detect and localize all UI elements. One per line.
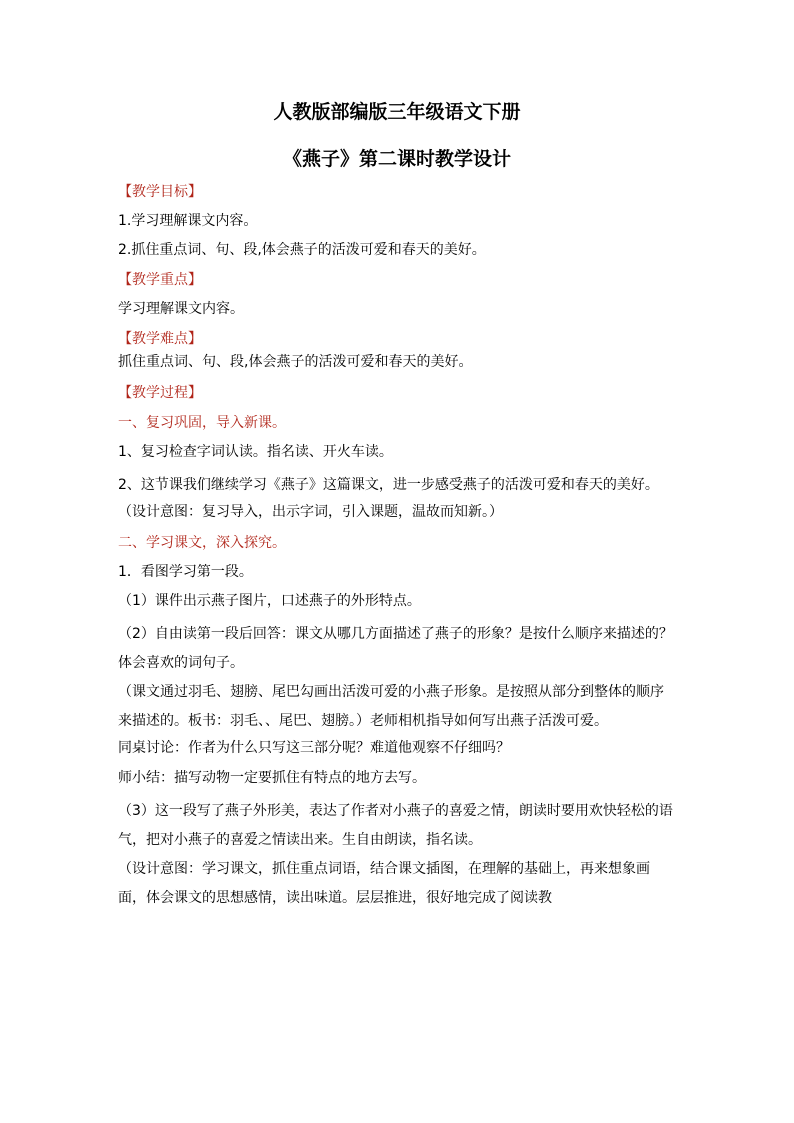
part2-discuss: 同桌讨论：作者为什么只写这三部分呢？难道他观察不仔细吗？ [118,740,510,756]
goals-heading: 【教学目标】 [118,184,202,200]
part1-intent: （设计意图：复习导入，出示字词，引入课题，温故而知新。） [118,504,503,520]
part2-summary: 师小结：描写动物一定要抓住有特点的地方去写。 [118,770,426,786]
part1-title: 一、复习巩固，导入新课。 [118,415,286,431]
part2-answer: （课文通过羽毛、翅膀、尾巴勾画出活泼可爱的小燕子形象。是按照从部分到整体的顺序来描述的。板书：羽毛、、尾巴、翅膀。）老师相机指导如何写出燕子活泼可爱。 [118,684,664,729]
part2-step1: 1．看图学习第一段。 [118,564,253,580]
goal-item-2: 2.抓住重点词、句、段,体会燕子的活泼可爱和春天的美好。 [118,242,486,258]
focus-heading: 【教学重点】 [118,272,202,288]
process-heading: 【教学过程】 [118,385,202,401]
goal-item-1: 1.学习理解课文内容。 [118,213,258,229]
lesson-title: 《燕子》第二课时教学设计 [282,148,511,170]
part2-sub3: （3）这一段写了燕子外形美，表达了作者对小燕子的喜爱之情，朗读时要用欢快轻松的语气，把对小燕子的喜爱之情读出来。生自由朗读，指名读。 [118,803,673,848]
focus-text: 学习理解课文内容。 [118,301,244,317]
part1-step1: 1、复习检查字词认读。指名读、开火车读。 [118,444,393,460]
part2-sub1: （1）课件出示燕子图片，口述燕子的外形特点。 [118,593,421,609]
part2-sub2: （2）自由读第一段后回答：课文从哪几方面描述了燕子的形象？是按什么顺序来描述的？体会喜欢的词句子。 [118,626,673,671]
difficulty-text: 抓住重点词、句、段,体会燕子的活泼可爱和春天的美好。 [118,354,473,370]
part2-intent: （设计意图：学习课文，抓住重点词语，结合课文插图，在理解的基础上，再来想象画面，体会课文的思想感情，读出味道。层层推进，很好地完成了阅读教 [118,861,650,906]
part2-title: 二、学习课文，深入探究。 [118,535,286,551]
document-title: 人教版部编版三年级语文下册 [273,101,521,123]
difficulty-heading: 【教学难点】 [118,331,202,347]
part1-step2: 2、这节课我们继续学习《燕子》这篇课文，进一步感受燕子的活泼可爱和春天的美好。 [118,477,659,493]
